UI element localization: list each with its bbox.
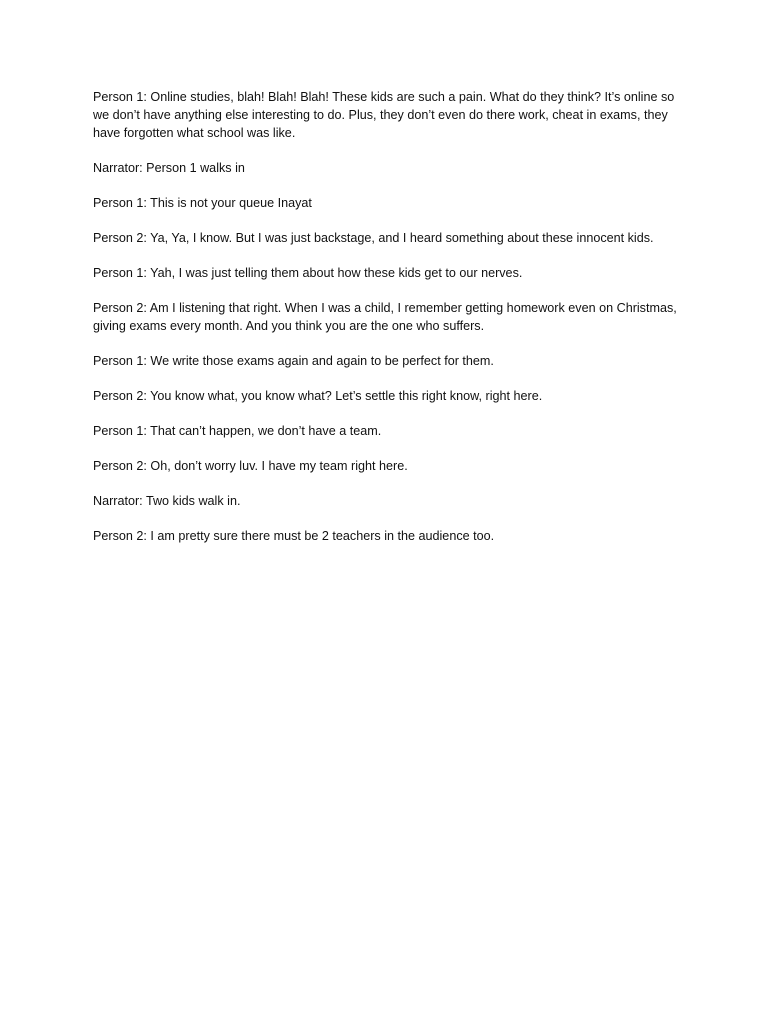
dialogue-line: Person 2: Ya, Ya, I know. But I was just backstage, and I heard something about these innocent kids. [93,231,654,245]
script-text [93,88,678,562]
dialogue-line: Person 1: Yah, I was just telling them about how these kids get to our nerves. [93,266,523,280]
dialogue-line: Person 1: That can’t happen, we don’t have a team. [93,424,382,438]
narrator-line: Narrator: Person 1 walks in [93,161,245,175]
dialogue-line: Person 2: Oh, don’t worry luv. I have my team right here. [93,459,408,473]
dialogue-line: Person 1: This is not your queue Inayat [93,196,312,210]
narrator-line: Narrator: Two kids walk in. [93,494,241,508]
dialogue-line: Person 2: Am I listening that right. When I was a child, I remember getting homework even on Christmas, giving exams every month. And you think you are the one who suffers. [93,301,677,333]
dialogue-line: Person 2: I am pretty sure there must be 2 teachers in the audience too. [93,529,495,543]
dialogue-line: Person 2: You know what, you know what? Let’s settle this right know, right here. [93,389,543,403]
dialogue-line: Person 1: Online studies, blah! Blah! Blah! These kids are such a pain. What do they think? It’s online so we don’t have anything else interesting to do. Plus, they don’t even do there work, cheat in exams, they have forgotten what school was like. [93,90,675,140]
dialogue-line: Person 1: We write those exams again and again to be perfect for them. [93,354,494,368]
